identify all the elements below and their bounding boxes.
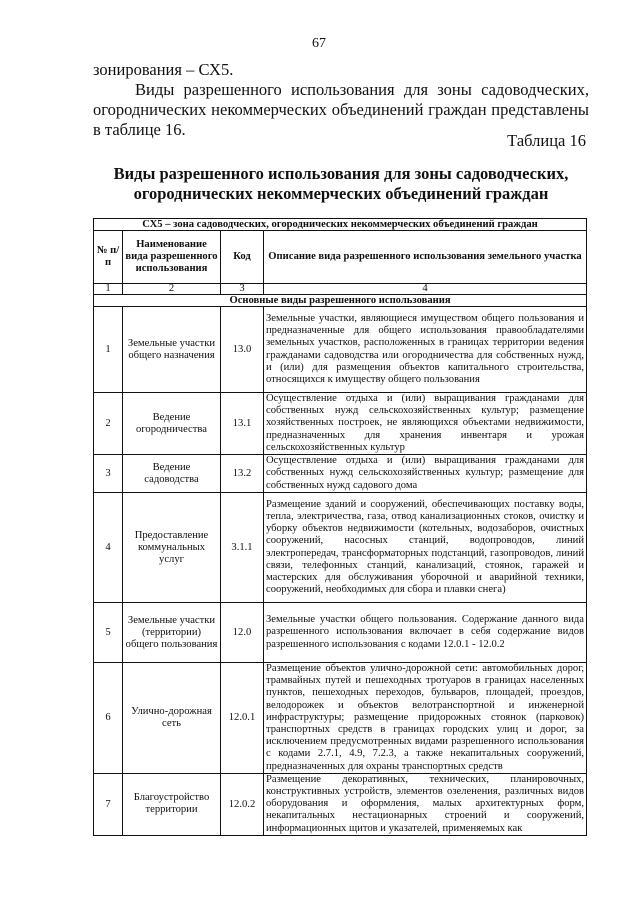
intro-text (93, 60, 589, 140)
intro-paragraph: Виды разрешенного использования для зоны садоводческих, огороднических некоммерческих объединений граждан представлены в таблице 16. (93, 80, 589, 139)
row-code: 12.0 (221, 603, 264, 663)
row-description: Земельные участки, являющиеся имуществом общего пользования и предназначенные для общего использования правообладателями земельных участков, расположенных в границах территории ведения гражданами садоводства или огородничества для собственных нужд, и (или) для размещения объектов капитального строительства, относящихся к имуществу общего пользования (264, 307, 587, 393)
table-heading: Виды разрешенного использования для зоны садоводческих, огороднических некоммерческих объединений граждан (113, 164, 569, 203)
table-row (94, 773, 587, 835)
row-description: Размещение объектов улично-дорожной сети: автомобильных дорог, трамвайных путей и пешеходных тротуаров в границах населенных пунктов, пешеходных переходов, бульваров, площадей, проездов, велодорожек и объектов велотранспортной и инженерной инфраструктуры; размещение придорожных стоянок (парковок) транспортных средств в границах городских улиц и дорог, за исключением предусмотренных видами разрешенного использования с кодами 2.7.1, 4.9, 7.2.3, а также некапитальных сооружений, предназначенных для охраны транспортных средств (264, 663, 587, 774)
row-code: 13.2 (221, 455, 264, 493)
column-number: 2 (123, 284, 221, 295)
row-name: Предоставление коммунальных услуг (123, 493, 221, 603)
table-row (94, 455, 587, 493)
row-code: 13.1 (221, 393, 264, 455)
row-description: Земельные участки общего пользования. Содержание данного вида разрешенного использования включает в себя содержание видов разрешенного использования с кодами 12.0.1 - 12.0.2 (264, 603, 587, 663)
page-number: 67 (312, 36, 326, 51)
table-row (94, 603, 587, 663)
row-name: Улично-дорожная сеть (123, 663, 221, 774)
row-number: 2 (94, 393, 123, 455)
row-number: 6 (94, 663, 123, 774)
row-name: Ведение огородничества (123, 393, 221, 455)
row-description: Размещение зданий и сооружений, обеспечивающих поставку воды, тепла, электричества, газа, отвод канализационных стоков, очистку и уборку объектов недвижимости (котельных, водозаборов, очистных сооружений, насосных станций, водопроводов, линий электропередач, трансформаторных подстанций, газопроводов, линий связи, телефонных станций, канализаций, стоянок, гаражей и мастерских для обслуживания уборочной и аварийной техники, сооружений, необходимых для сбора и плавки снега) (264, 493, 587, 603)
row-description: Осуществление отдыха и (или) выращивания гражданами для собственных нужд сельскохозяйственных культур; размещение для собственных нужд садового дома (264, 455, 587, 493)
row-number: 4 (94, 493, 123, 603)
row-code: 12.0.1 (221, 663, 264, 774)
table-row (94, 663, 587, 774)
table-row (94, 393, 587, 455)
zone-title: СХ5 – зона садоводческих, огороднических некоммерческих объединений граждан (94, 219, 587, 231)
land-use-table (93, 218, 587, 836)
table-reference: Таблица 16 (507, 131, 586, 150)
row-name: Благоустройство территории (123, 773, 221, 835)
row-name: Земельные участки (территории) общего пользования (123, 603, 221, 663)
column-number: 3 (221, 284, 264, 295)
row-description: Размещение декоративных, технических, планировочных, конструктивных устройств, элементов озеленения, различных видов оборудования и оформления, малых архитектурных форм, некапитальных нестационарных строений и сооружений, информационных щитов и указателей, применяемых как (264, 773, 587, 835)
header-code: Код (221, 231, 264, 284)
row-code: 3.1.1 (221, 493, 264, 603)
section-title: Основные виды разрешенного использования (94, 295, 587, 307)
column-number: 4 (264, 284, 587, 295)
row-description: Осуществление отдыха и (или) выращивания гражданами для собственных нужд сельскохозяйственных культур; размещение хозяйственных построек, не являющихся объектами недвижимости, предназначенных для хранения инвентаря и урожая сельскохозяйственных культур (264, 393, 587, 455)
column-number: 1 (94, 284, 123, 295)
row-number: 3 (94, 455, 123, 493)
row-number: 7 (94, 773, 123, 835)
header-name: Наименование вида разрешенного использования (123, 231, 221, 284)
table-row (94, 493, 587, 603)
table-row (94, 307, 587, 393)
row-number: 1 (94, 307, 123, 393)
header-description: Описание вида разрешенного использования земельного участка (264, 231, 587, 284)
row-code: 12.0.2 (221, 773, 264, 835)
row-code: 13.0 (221, 307, 264, 393)
row-number: 5 (94, 603, 123, 663)
row-name: Земельные участки общего назначения (123, 307, 221, 393)
header-number: № п/п (94, 231, 123, 284)
intro-line: зонирования – СХ5. (93, 60, 234, 79)
row-name: Ведение садоводства (123, 455, 221, 493)
